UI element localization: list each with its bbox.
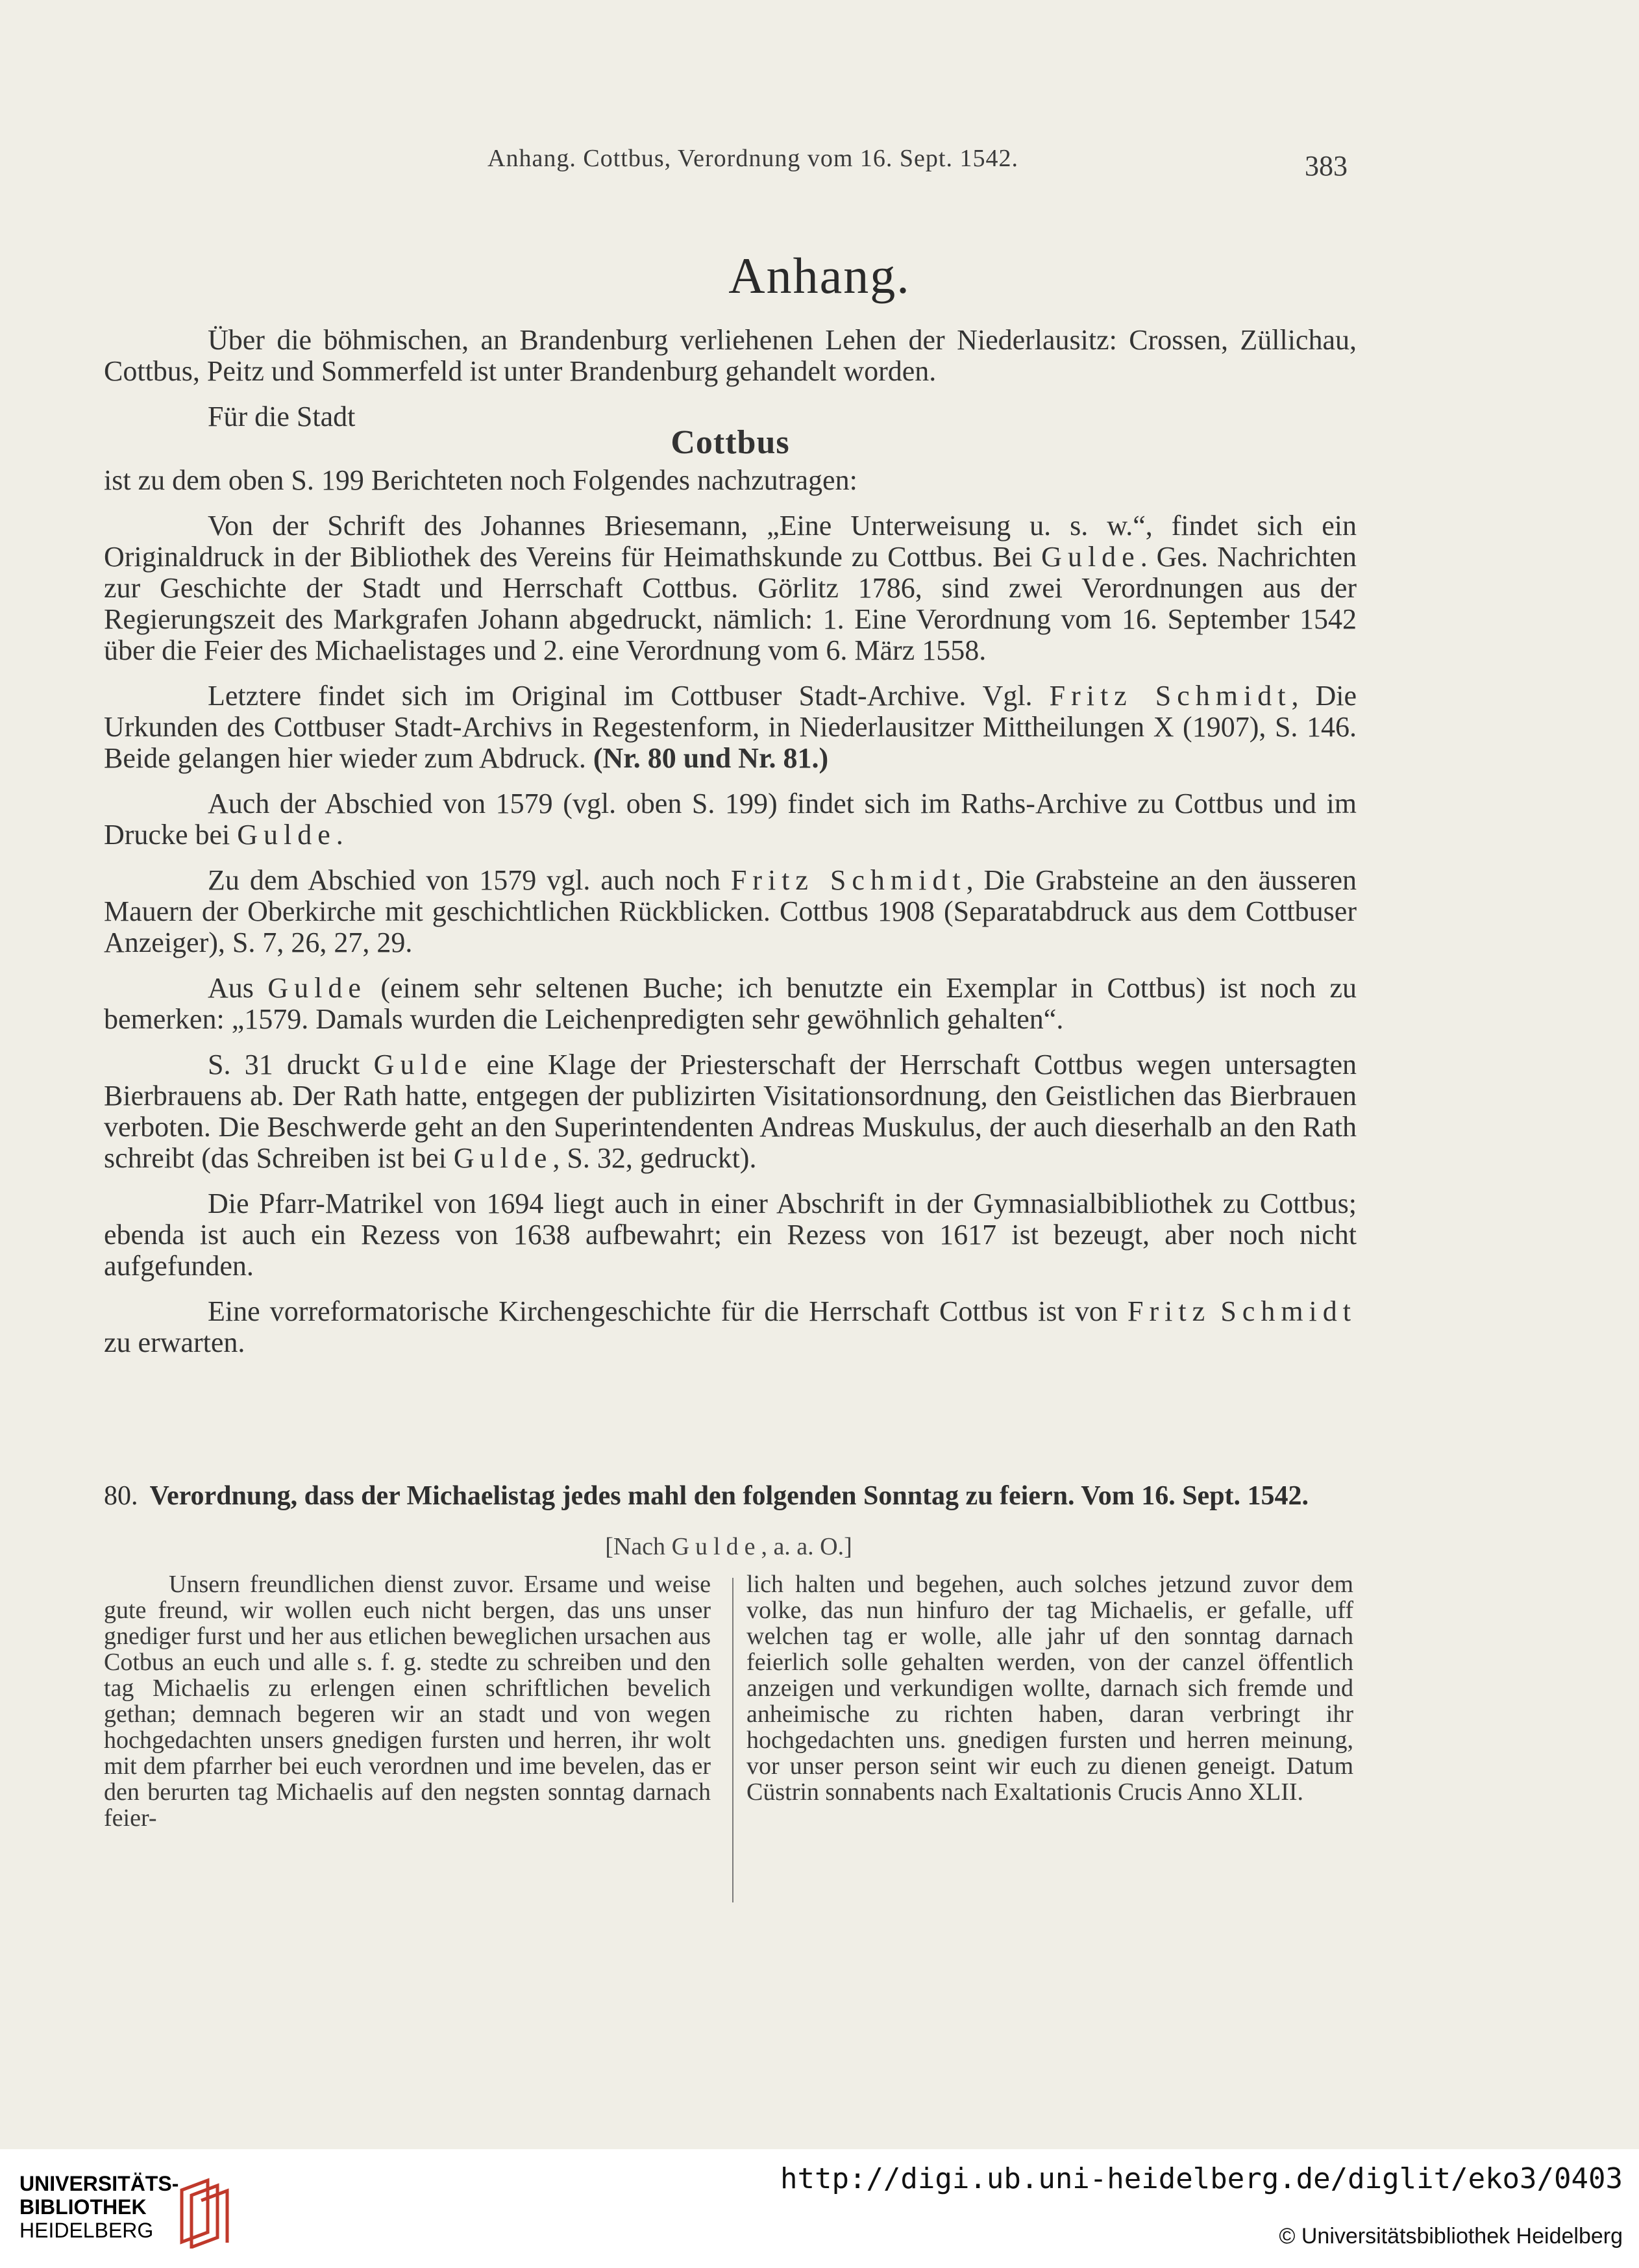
city-subheading: Cottbus — [671, 424, 790, 461]
section-heading: Anhang. — [728, 247, 911, 304]
paragraph-grabsteine: Zu dem Abschied von 1579 vgl. auch noch Fritz Schmidt, Die Grabsteine an den äusseren Mauern der Oberkirche mit geschichtlichen Rückblicken. Cottbus 1908 (Separatabdruck aus dem Cottbuser Anzeiger), S. 7, 26, 27, 29. — [104, 864, 1357, 958]
document-number: 80. — [104, 1481, 138, 1511]
intro-continuation: ist zu dem oben S. 199 Berichteten noch Folgendes nachzutragen: — [104, 464, 857, 496]
document-heading — [104, 1480, 1357, 1512]
paragraph-pfarr-matrikel: Die Pfarr-Matrikel von 1694 liegt auch in einer Abschrift in der Gymnasialbibliothek zu Cottbus; ebenda ist auch ein Rezess von 1638 aufbewahrt; ein Rezess von 1617 ist bezeugt, aber noch nicht aufgefunden. — [104, 1188, 1357, 1282]
author-name: Gulde — [671, 1533, 761, 1560]
document-title: Verordnung, dass der Michaelistag jedes mahl den folgenden Sonntag zu feiern. Vom 16. Sept. 1542. — [149, 1481, 1309, 1511]
document-text-right-column: lich halten und begehen, auch solches jetzund zuvor dem volke, das nun hinfuro der tag Michaelis, er gefalle, uff welchen tag er wolle, alle jahr uf den sonntag darnach feierlich solle gehalten werden, von der canzel öffentlich anzeigen und verkundigen wollte, darnach sich fremde und anheimische zu richten haben, daran verbringt ihr hochgedachten uns. gnedigen fursten und herren meinung, vor unser person seint wir euch zu dienen geneigt. Datum Cüstrin sonnabents nach Exaltationis Crucis Anno XLII. — [746, 1571, 1353, 1806]
author-name: Gulde — [373, 1049, 473, 1080]
paragraph-leichenpredigten: Aus Gulde (einem sehr seltenen Buche; ich benutzte ein Exemplar in Cottbus) ist noch zu bemerken: „1579. Damals wurden die Leichenpredigten sehr gewöhnlich gehalten“. — [104, 972, 1357, 1035]
document-text-left-column: Unsern freundlichen dienst zuvor. Ersame und weise gute freund, wir wollen euch nicht bergen, das uns unser gnediger furst und her aus etlichen beweglichen ursachen aus Cotbus an euch und alle s. f. g. stedte zu schreiben und den tag Michaelis zu erlengen einen schriftlichen bevelich gethan; demnach begeren wir an stadt und von wegen hochgedachten unsers gnedigen fursten und herren, ihr wolt mit dem pfarrher bei euch verordnen und ime bevelen, das er den berurten tag Michaelis auf den negsten sonntag darnach feier- — [104, 1571, 711, 1832]
author-name: Schmidt — [1220, 1295, 1357, 1327]
paragraph-letztere: Letztere findet sich im Original im Cottbuser Stadt-Archive. Vgl. Fritz Schmidt, Die Urkunden des Cottbuser Stadt-Archivs in Regestenform, in Niederlausitzer Mittheilungen X (1907), S. 146. Beide gelangen hier wieder zum Abdruck. (Nr. 80 und Nr. 81.) — [104, 680, 1357, 774]
author-name: Fritz Schmidt — [1049, 680, 1292, 712]
author-name: Gulde — [1041, 541, 1140, 573]
author-name: Fritz Schmidt — [730, 864, 967, 896]
library-logo-icon — [169, 2177, 234, 2249]
paragraph-kirchengeschichte: Eine vorreformatorische Kirchengeschichte für die Herrschaft Cottbus ist von Fritz Schmidt zu erwarten. — [104, 1295, 1357, 1358]
copyright-notice: © Universitätsbibliothek Heidelberg — [1279, 2224, 1623, 2249]
document-reference: (Nr. 80 und Nr. 81.) — [593, 742, 829, 774]
page-number: 383 — [1305, 150, 1348, 182]
library-logo[interactable] — [19, 2172, 234, 2250]
intro-city-line: Für die Stadt — [208, 401, 356, 432]
column-divider — [732, 1578, 733, 1902]
permalink-url[interactable]: http://digi.ub.uni-heidelberg.de/diglit/eko3/0403 — [780, 2162, 1623, 2195]
running-head: Anhang. Cottbus, Verordnung vom 16. Sept. 1542. — [487, 145, 1018, 172]
author-name: Gulde — [267, 972, 367, 1004]
document-source: [Nach Gulde, a. a. O.] — [605, 1533, 852, 1560]
library-name: UNIVERSITÄTS- BIBLIOTHEK HEIDELBERG — [19, 2172, 179, 2242]
paragraph-bierbrauen: S. 31 druckt Gulde eine Klage der Priesterschaft der Herrschaft Cottbus wegen untersagten Bierbrauens ab. Der Rath hatte, entgegen der publizirten Visitationsordnung, den Geistlichen das Bierbrauen verboten. Die Beschwerde geht an den Superintendenten Andreas Muskulus, der auch dieserhalb an den Rath schreibt (das Schreiben ist bei Gulde, S. 32, gedruckt). — [104, 1049, 1357, 1174]
author-name: Gulde — [453, 1142, 553, 1174]
paragraph-abschied: Auch der Abschied von 1579 (vgl. oben S. 199) findet sich im Raths-Archive zu Cottbus und im Drucke bei Gulde. — [104, 788, 1357, 851]
paragraph-briesemann: Von der Schrift des Johannes Briesemann, „Eine Unterweisung u. s. w.“, findet sich ein Originaldruck in der Bibliothek des Vereins für Heimathskunde zu Cottbus. Bei Gulde. Ges. Nachrichten zur Geschichte der Stadt und Herrschaft Cottbus. Görlitz 1786, sind zwei Verordnungen aus der Regierungszeit des Markgrafen Johann abgedruckt, nämlich: 1. Eine Verordnung vom 16. September 1542 über die Feier des Michaelistages und 2. eine Verordnung vom 6. März 1558. — [104, 510, 1357, 666]
intro-paragraph: Über die böhmischen, an Brandenburg verliehenen Lehen der Niederlausitz: Crossen, Züllichau, Cottbus, Peitz und Sommerfeld ist unter Brandenburg gehandelt worden. — [104, 324, 1357, 387]
author-name: Fritz — [1128, 1295, 1211, 1327]
author-name: Gulde — [237, 819, 336, 851]
body-text — [104, 325, 1357, 1373]
